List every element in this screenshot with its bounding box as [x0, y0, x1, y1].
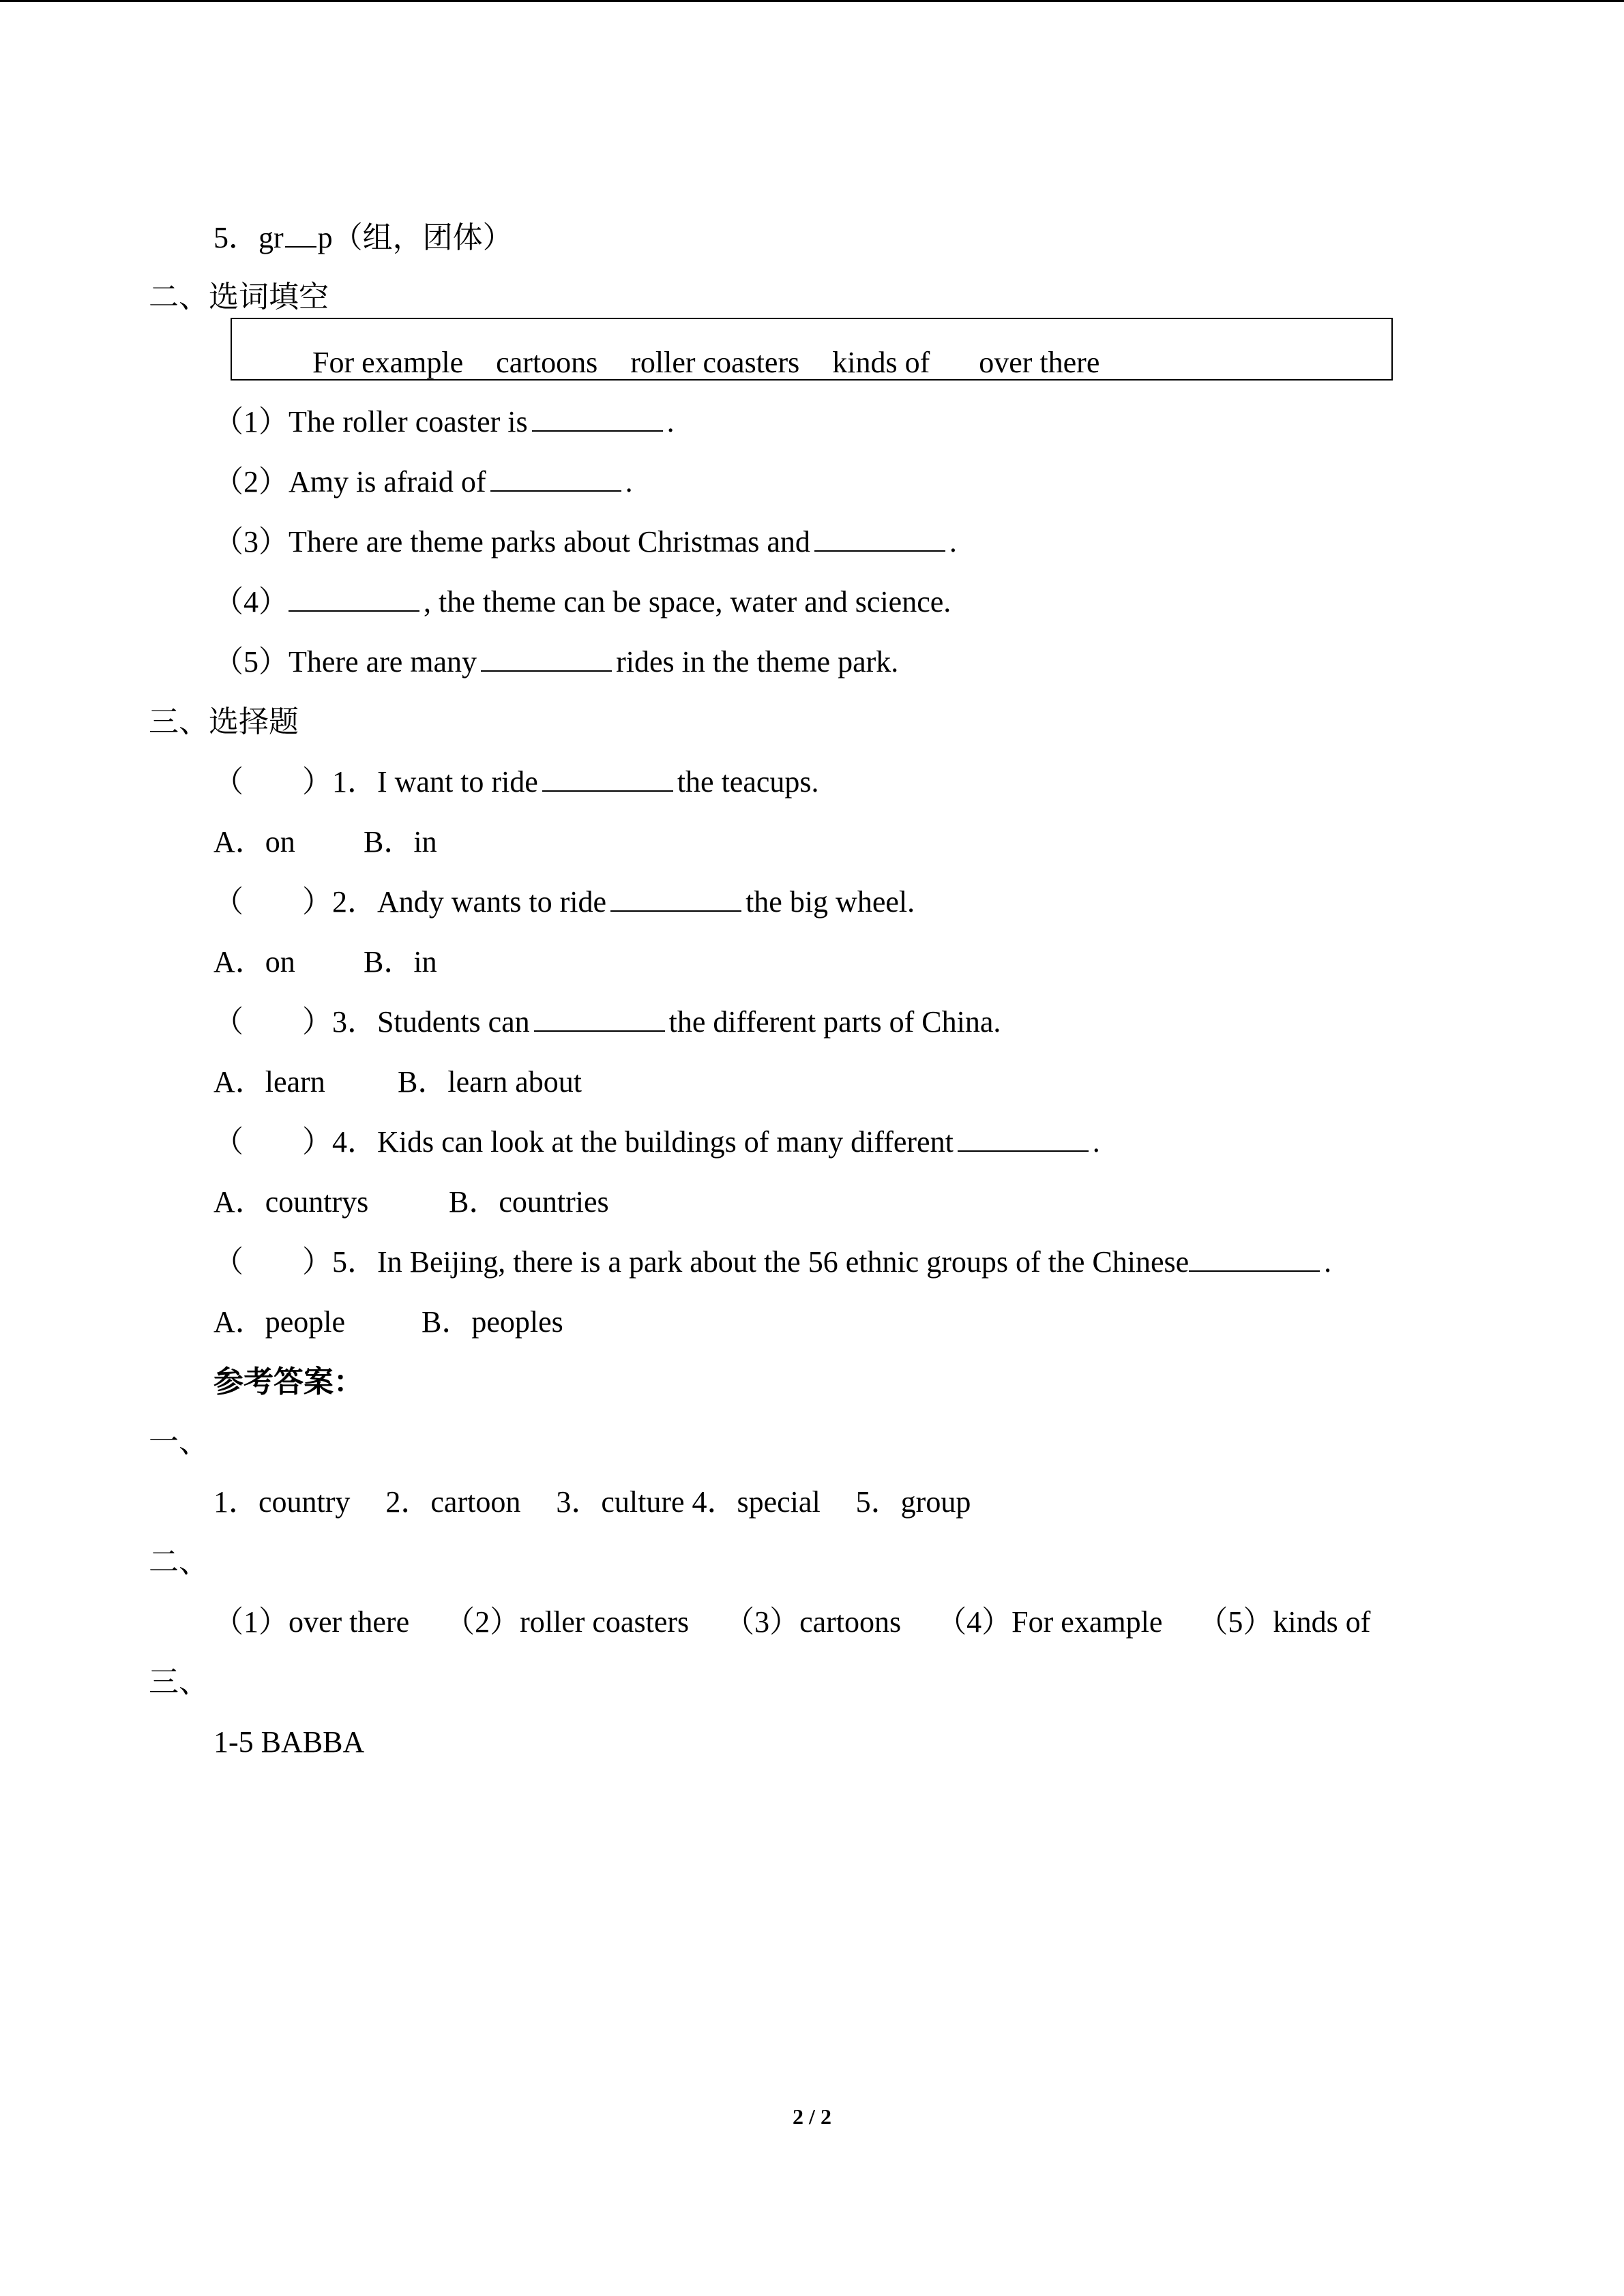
- answer-item: （2）roller coasters: [445, 1605, 690, 1639]
- question-text: .: [1324, 1245, 1332, 1279]
- question-number: 1．: [332, 765, 377, 799]
- option-b: B．in: [364, 945, 437, 979]
- option-a: A．on: [213, 945, 295, 979]
- answer-blank[interactable]: [289, 583, 419, 612]
- paren-open: （: [213, 1125, 243, 1159]
- answers-part1-label: 一、: [149, 1425, 209, 1459]
- answer-item: （5）kinds of: [1198, 1605, 1371, 1639]
- paren-open: （: [213, 1245, 243, 1279]
- answer-parentheses[interactable]: [213, 1123, 332, 1161]
- word-prefix: gr: [259, 221, 284, 254]
- letter-blank[interactable]: [285, 219, 316, 248]
- word-bank-box: [231, 318, 1393, 381]
- question-text: I want to ride: [377, 765, 538, 799]
- question-text: Students can: [377, 1005, 530, 1039]
- paren-close: ）: [302, 1005, 332, 1039]
- word-suffix: p（组，团体）: [317, 221, 513, 254]
- answers-title: 参考答案：: [213, 1365, 364, 1399]
- answer-blank: [542, 763, 673, 792]
- answer-blank[interactable]: [532, 403, 663, 432]
- item-number: （5）: [213, 645, 289, 679]
- word-bank-item: kinds of: [832, 346, 930, 379]
- paren-close: ）: [302, 765, 332, 799]
- item-text: The roller coaster is: [289, 405, 528, 438]
- question-number: 3．: [332, 1005, 377, 1039]
- question-text: the teacups.: [677, 765, 819, 799]
- paren-open: （: [213, 885, 243, 919]
- word-bank-item: roller coasters: [630, 346, 800, 379]
- item-text: , the theme can be space, water and science.: [424, 585, 951, 618]
- paren-close: ）: [302, 885, 332, 919]
- choice-question-5: [213, 1243, 1331, 1281]
- option-a: A．on: [213, 825, 295, 859]
- section2-title: 二、选词填空: [149, 280, 329, 314]
- word-bank-item: over there: [979, 346, 1100, 379]
- answer-item: 5．group: [855, 1485, 971, 1519]
- word-bank-item: For example: [312, 346, 464, 379]
- choice-question-4: [213, 1123, 1100, 1161]
- question-text: .: [1092, 1125, 1100, 1159]
- option-b: B．in: [364, 825, 437, 859]
- item-text: There are theme parks about Christmas and: [289, 525, 810, 558]
- fill-item-4: [213, 583, 951, 621]
- paren-open: （: [213, 1005, 243, 1039]
- item-text: rides in the theme park.: [616, 645, 899, 679]
- choice-options-3: [213, 1063, 582, 1101]
- item-number: （1）: [213, 405, 289, 438]
- item-text: There are many: [289, 645, 477, 679]
- paren-close: ）: [302, 1125, 332, 1159]
- answer-item: （4）For example: [936, 1605, 1163, 1639]
- answers-part1: [213, 1483, 971, 1521]
- question-number: 2．: [332, 885, 377, 919]
- item-text: Amy is afraid of: [289, 465, 486, 498]
- word-bank: [312, 345, 1132, 381]
- question-text: the big wheel.: [745, 885, 915, 919]
- answer-parentheses[interactable]: [213, 1003, 332, 1041]
- answer-parentheses[interactable]: [213, 883, 332, 921]
- choice-options-1: [213, 823, 437, 861]
- answer-blank: [958, 1123, 1089, 1152]
- answer-parentheses[interactable]: [213, 1243, 332, 1281]
- paren-open: （: [213, 765, 243, 799]
- option-a: A．people: [213, 1305, 346, 1339]
- option-b: B．peoples: [422, 1305, 563, 1339]
- item-text: .: [666, 405, 675, 438]
- answer-parentheses[interactable]: [213, 763, 332, 801]
- item-number: 5．: [213, 221, 259, 254]
- item-number: （2）: [213, 465, 289, 498]
- option-a: A．learn: [213, 1065, 325, 1099]
- choice-question-2: [213, 883, 915, 921]
- choice-options-2: [213, 943, 437, 981]
- item-number: （3）: [213, 525, 289, 558]
- question-text: Kids can look at the buildings of many different: [377, 1125, 954, 1159]
- answer-item: （1）over there: [213, 1605, 410, 1639]
- answer-blank: [610, 883, 741, 912]
- option-a: A．countrys: [213, 1185, 369, 1219]
- choice-question-3: [213, 1003, 1001, 1041]
- page-number: 2 / 2: [793, 2104, 831, 2129]
- question-number: 5．: [332, 1245, 377, 1279]
- word-bank-item: cartoons: [496, 346, 598, 379]
- part1-item-5: [213, 219, 513, 257]
- item-text: .: [949, 525, 957, 558]
- question-text: the different parts of China.: [668, 1005, 1001, 1039]
- section3-title: 三、选择题: [149, 705, 299, 739]
- question-text: In Beijing, there is a park about the 56 ethnic groups of the Chinese: [377, 1245, 1190, 1279]
- answer-blank: [1189, 1243, 1320, 1272]
- answers-part3-label: 三、: [149, 1665, 209, 1699]
- question-text: Andy wants to ride: [377, 885, 607, 919]
- option-b: B．learn about: [398, 1065, 582, 1099]
- answer-item: 3．culture 4．special: [556, 1485, 821, 1519]
- choice-options-5: [213, 1303, 563, 1341]
- answer-blank[interactable]: [481, 643, 612, 672]
- answer-item: （3）cartoons: [724, 1605, 902, 1639]
- item-number: （4）: [213, 585, 289, 618]
- option-b: B．countries: [449, 1185, 609, 1219]
- item-text: .: [625, 465, 633, 498]
- answers-part2: [213, 1603, 1370, 1641]
- fill-item-2: [213, 463, 633, 501]
- answer-blank[interactable]: [490, 463, 621, 492]
- fill-item-5: [213, 643, 898, 681]
- answer-blank: [534, 1003, 665, 1032]
- answer-blank[interactable]: [814, 523, 945, 552]
- choice-options-4: [213, 1183, 609, 1221]
- question-number: 4．: [332, 1125, 377, 1159]
- answers-part3: 1-5 BABBA: [213, 1725, 365, 1759]
- fill-item-3: [213, 523, 957, 561]
- fill-item-1: [213, 403, 675, 441]
- answer-item: 2．cartoon: [385, 1485, 521, 1519]
- answer-item: 1．country: [213, 1485, 351, 1519]
- choice-question-1: [213, 763, 819, 801]
- answers-part2-label: 二、: [149, 1545, 209, 1579]
- paren-close: ）: [302, 1245, 332, 1279]
